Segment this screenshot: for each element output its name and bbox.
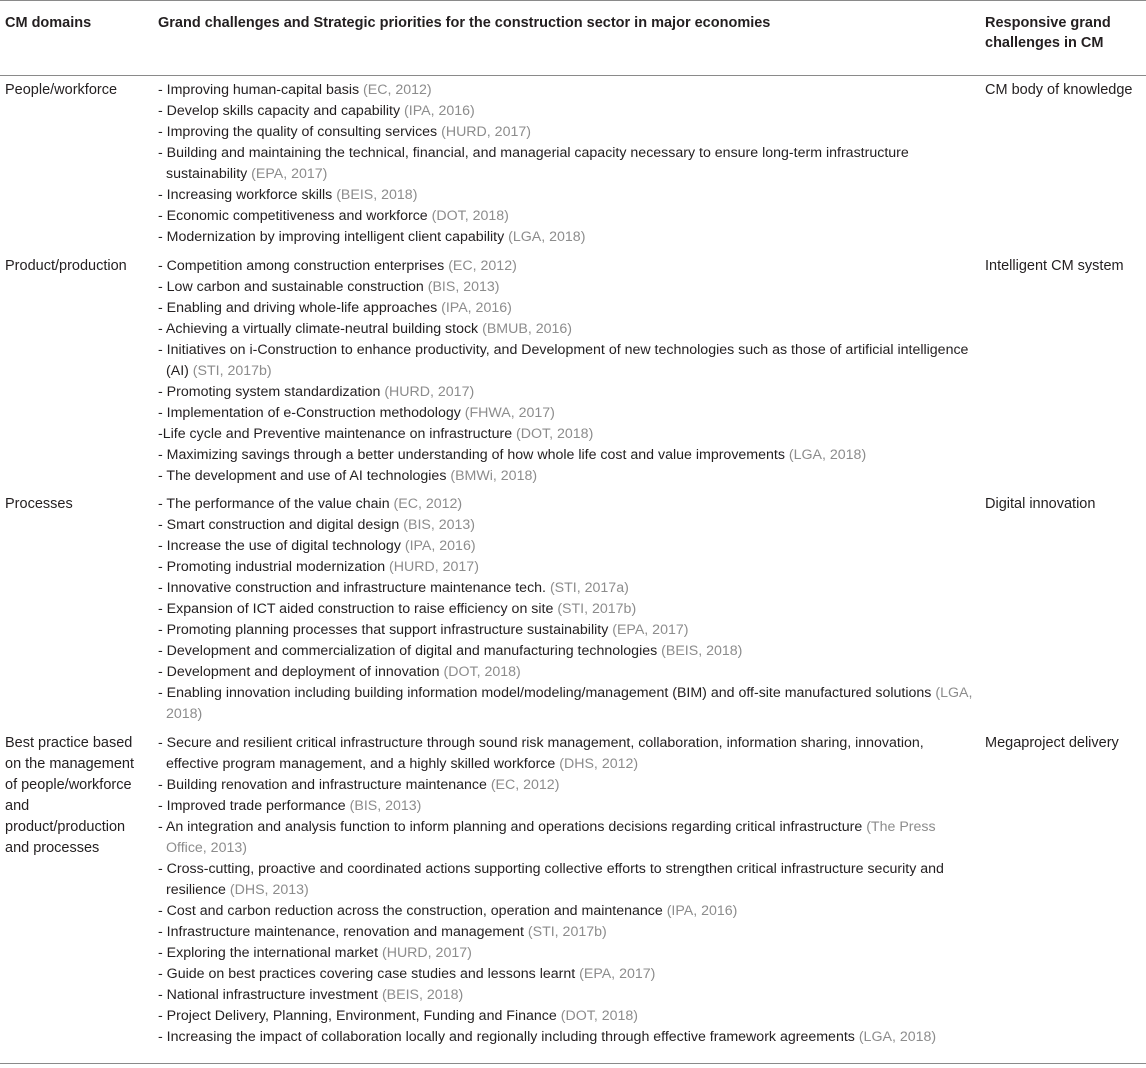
citation: (IPA, 2016) [404, 103, 475, 119]
citation: (DOT, 2018) [443, 664, 521, 680]
citation: (IPA, 2016) [666, 903, 738, 919]
list-item: - Competition among construction enterprises (EC, 2012) [158, 258, 517, 274]
list-item: - Cost and carbon reduction across the construction, operation and maintenance (IPA, 2016) [158, 903, 738, 919]
list-item: - Exploring the international market (HURD, 2017) [158, 945, 472, 961]
citation: (LGA, 2018) [166, 685, 973, 722]
citation: (EPA, 2017) [251, 166, 328, 182]
domain-cell: Processes [5, 496, 73, 512]
citation: (EC, 2012) [490, 777, 560, 793]
list-item: - Expansion of ICT aided construction to raise efficiency on site (STI, 2017b) [158, 601, 637, 617]
list-item: - Infrastructure maintenance, renovation and management (STI, 2017b) [158, 924, 607, 940]
responsive-cell: CM body of knowledge [985, 82, 1133, 98]
header-cm-domains: CM domains [5, 15, 92, 31]
domain-cell: Best practice based on the management of people/workforce and product/production and processes [5, 735, 134, 856]
citation: (LGA, 2018) [858, 1029, 937, 1045]
header-grand-challenges: Grand challenges and Strategic priorities for the construction sector in major economies [158, 15, 771, 31]
citation: (FHWA, 2017) [464, 405, 555, 421]
list-item: - The performance of the value chain (EC, 2012) [158, 496, 463, 512]
citation: (DOT, 2018) [516, 426, 594, 442]
list-item: - Economic competitiveness and workforce (DOT, 2018) [158, 208, 509, 224]
citation: (BEIS, 2018) [336, 187, 418, 203]
list-item: - Increasing the impact of collaboration locally and regionally including through effective framework agreements (LGA, 2018) [158, 1029, 937, 1045]
list-item: - The development and use of AI technologies (BMWi, 2018) [158, 468, 538, 484]
challenge-list [158, 80, 980, 248]
citation: (BEIS, 2018) [661, 643, 743, 659]
list-item: - Initiatives on i-Construction to enhance productivity, and Development of new technologies such as those of artificial intelligence (AI) (STI, 2017b) [158, 342, 969, 379]
list-item: - Implementation of e-Construction methodology (FHWA, 2017) [158, 405, 555, 421]
citation: (BMWi, 2018) [450, 468, 538, 484]
citation: (EC, 2012) [363, 82, 432, 98]
list-item: - Cross-cutting, proactive and coordinated actions supporting collective efforts to strengthen critical infrastructure security and resilience (DHS, 2013) [158, 861, 944, 898]
table-top-rule [0, 0, 1146, 1]
citation: (IPA, 2016) [404, 538, 476, 554]
list-item: - Low carbon and sustainable construction (BIS, 2013) [158, 279, 500, 295]
list-item: - Secure and resilient critical infrastructure through sound risk management, collaboration, information sharing, innovation, effective program management, and a highly skilled workforce (DHS, 2012) [158, 735, 924, 772]
list-item: - Enabling innovation including building information model/modeling/management (BIM) and off-site manufactured solutions (LGA, 2018) [158, 685, 973, 722]
citation: (DOT, 2018) [431, 208, 509, 224]
citation: (BIS, 2013) [427, 279, 500, 295]
citation: (HURD, 2017) [441, 124, 531, 140]
citation: (HURD, 2017) [389, 559, 479, 575]
list-item: - Guide on best practices covering case studies and lessons learnt (EPA, 2017) [158, 966, 656, 982]
list-item: - Achieving a virtually climate-neutral building stock (BMUB, 2016) [158, 321, 572, 337]
list-item: - Promoting planning processes that support infrastructure sustainability (EPA, 2017) [158, 622, 689, 638]
list-item: - Building renovation and infrastructure maintenance (EC, 2012) [158, 777, 560, 793]
citation: (STI, 2017b) [527, 924, 607, 940]
citation: (HURD, 2017) [381, 945, 472, 961]
citation: (BEIS, 2018) [381, 987, 464, 1003]
list-item: -Life cycle and Preventive maintenance on infrastructure (DOT, 2018) [158, 426, 594, 442]
list-item: - Enabling and driving whole-life approaches (IPA, 2016) [158, 300, 512, 316]
list-item: - Promoting system standardization (HURD, 2017) [158, 384, 475, 400]
list-item: - Improving the quality of consulting services (HURD, 2017) [158, 124, 531, 140]
citation: (LGA, 2018) [508, 229, 586, 245]
list-item: - Project Delivery, Planning, Environment, Funding and Finance (DOT, 2018) [158, 1008, 638, 1024]
citation: (EPA, 2017) [579, 966, 656, 982]
responsive-cell: Megaproject delivery [985, 735, 1119, 751]
list-item: - Improved trade performance (BIS, 2013) [158, 798, 422, 814]
list-item: - Develop skills capacity and capability (IPA, 2016) [158, 103, 475, 119]
list-item: - Promoting industrial modernization (HURD, 2017) [158, 559, 479, 575]
challenge-list [158, 733, 980, 1048]
citation: (EPA, 2017) [612, 622, 689, 638]
list-item: - Increase the use of digital technology (IPA, 2016) [158, 538, 476, 554]
citation: (LGA, 2018) [788, 447, 867, 463]
header-responsive-challenges: Responsive grand challenges in CM [985, 15, 1111, 51]
list-item: - National infrastructure investment (BEIS, 2018) [158, 987, 464, 1003]
list-item: - Innovative construction and infrastructure maintenance tech. (STI, 2017a) [158, 580, 629, 596]
list-item: - Modernization by improving intelligent client capability (LGA, 2018) [158, 229, 586, 245]
citation: (STI, 2017b) [192, 363, 272, 379]
citation: (EC, 2012) [448, 258, 517, 274]
list-item: - An integration and analysis function to inform planning and operations decisions regarding critical infrastructure (The Press Office, 2013) [158, 819, 936, 856]
domain-cell: Product/production [5, 258, 127, 274]
list-item: - Smart construction and digital design (BIS, 2013) [158, 517, 476, 533]
citation: (EC, 2012) [393, 496, 463, 512]
citation: (BIS, 2013) [403, 517, 476, 533]
citation: (DHS, 2013) [229, 882, 309, 898]
citation: (HURD, 2017) [384, 384, 475, 400]
citation: (BIS, 2013) [349, 798, 422, 814]
list-item: - Increasing workforce skills (BEIS, 2018) [158, 187, 418, 203]
responsive-cell: Digital innovation [985, 496, 1096, 512]
list-item: - Maximizing savings through a better understanding of how whole life cost and value improvements (LGA, 2018) [158, 447, 867, 463]
challenge-list [158, 256, 980, 487]
list-item: - Development and deployment of innovation (DOT, 2018) [158, 664, 521, 680]
list-item: - Building and maintaining the technical, financial, and managerial capacity necessary to ensure long-term infrastructure sustainability (EPA, 2017) [158, 145, 909, 182]
list-item: - Development and commercialization of digital and manufacturing technologies (BEIS, 2018) [158, 643, 743, 659]
header-rule [0, 75, 1146, 76]
citation: (IPA, 2016) [441, 300, 512, 316]
citation: (DOT, 2018) [560, 1008, 638, 1024]
citation: (STI, 2017a) [549, 580, 629, 596]
list-item: - Improving human-capital basis (EC, 2012) [158, 82, 432, 98]
citation: (DHS, 2012) [559, 756, 639, 772]
domain-cell: People/workforce [5, 82, 118, 98]
citation: (STI, 2017b) [557, 601, 637, 617]
table-bottom-rule [0, 1063, 1146, 1064]
responsive-cell: Intelligent CM system [985, 258, 1124, 274]
citation: (The Press Office, 2013) [166, 819, 936, 856]
challenge-list [158, 494, 980, 725]
citation: (BMUB, 2016) [482, 321, 572, 337]
